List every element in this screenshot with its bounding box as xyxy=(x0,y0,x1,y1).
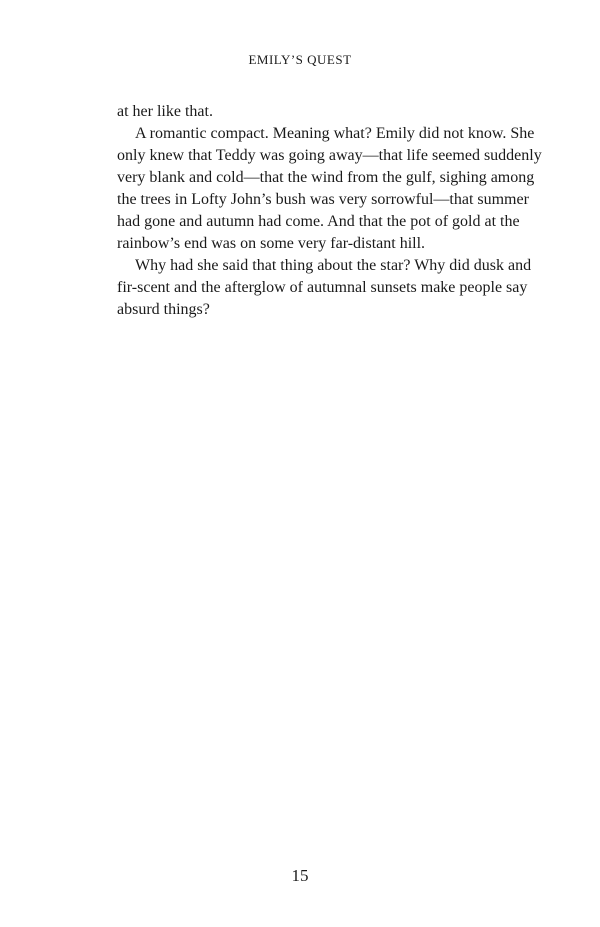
text-line: only knew that Teddy was going away—that life seemed suddenly xyxy=(117,147,542,164)
text-line: very blank and cold—that the wind from the gulf, sighing among xyxy=(117,169,535,186)
text-line: rainbow’s end was on some very far-distant hill. xyxy=(117,235,426,252)
text-line: fir-scent and the afterglow of autumnal sunsets make people say xyxy=(117,279,528,296)
text-line: at her like that. xyxy=(117,103,213,120)
body-text xyxy=(117,101,542,321)
text-line: the trees in Lofty John’s bush was very sorrowful—that summer xyxy=(117,191,529,208)
text-line: A romantic compact. Meaning what? Emily did not know. She xyxy=(135,125,535,142)
page-number: 15 xyxy=(291,866,309,885)
text-line: absurd things? xyxy=(117,301,210,318)
text-line: had gone and autumn had come. And that the pot of gold at the xyxy=(117,213,520,230)
running-head: EMILY’S QUEST xyxy=(248,52,352,67)
text-line: Why had she said that thing about the star? Why did dusk and xyxy=(135,257,532,274)
